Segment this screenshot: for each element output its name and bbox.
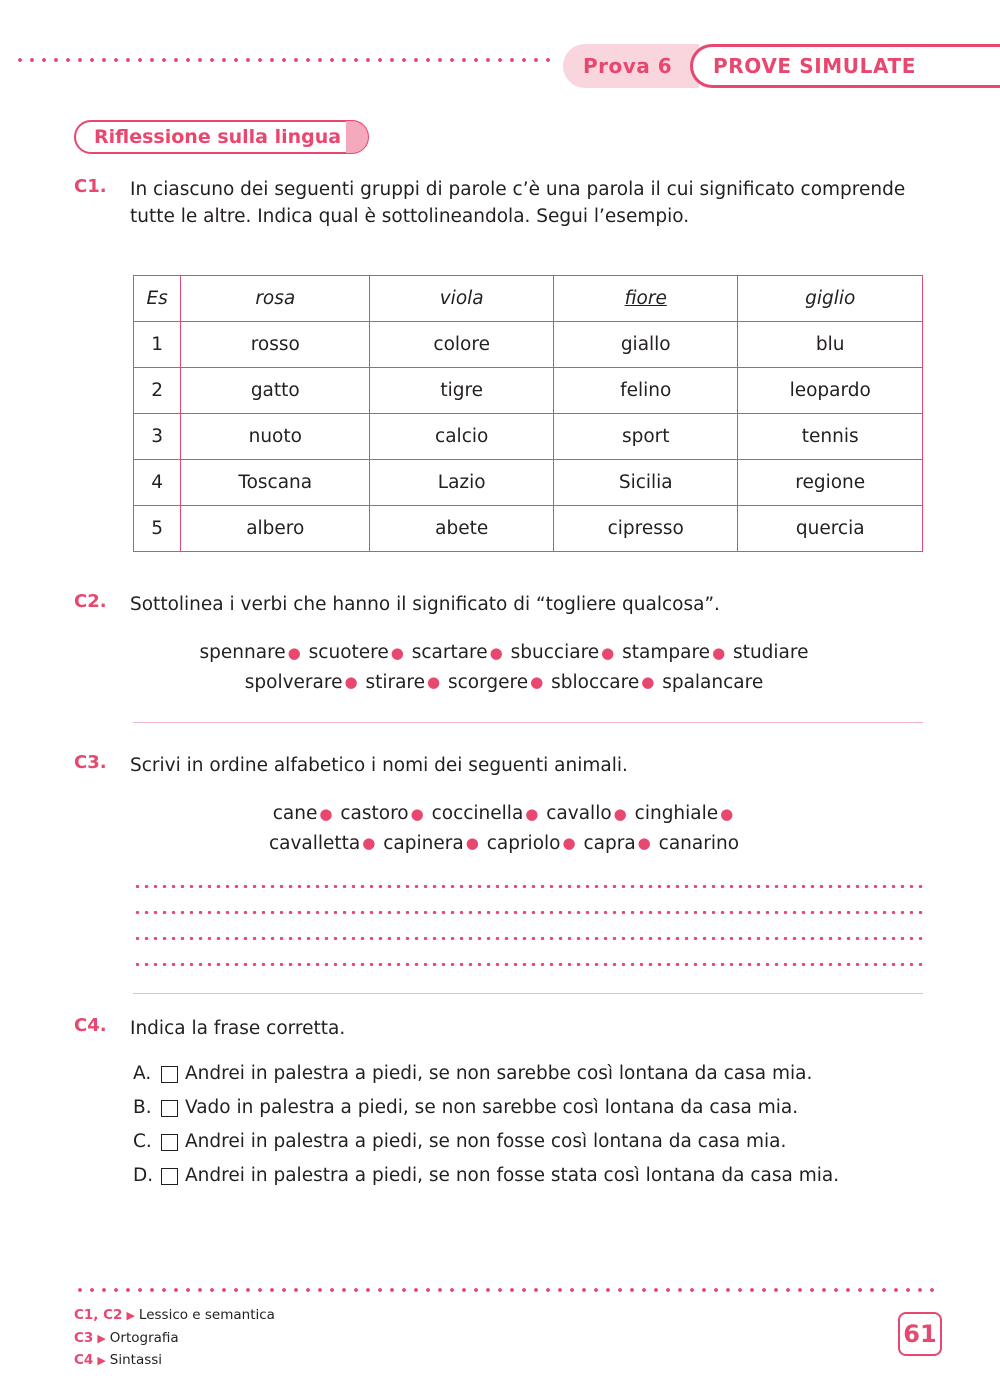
table-cell[interactable]: Toscana xyxy=(181,460,370,506)
bullet-dot-icon: ● xyxy=(720,804,734,823)
bullet-dot-icon: ● xyxy=(530,673,544,691)
table-cell[interactable]: giallo xyxy=(554,322,738,368)
checkbox-d[interactable] xyxy=(161,1168,178,1185)
table-cell[interactable]: abete xyxy=(370,506,554,552)
footer-dotted-rule xyxy=(74,1288,936,1292)
word-item[interactable]: cane xyxy=(272,803,318,824)
table-body xyxy=(134,276,923,552)
page-number: 61 xyxy=(898,1312,942,1356)
table-cell[interactable]: Lazio xyxy=(370,460,554,506)
footer-line-2 xyxy=(74,1330,179,1346)
bullet-dot-icon: ● xyxy=(390,643,404,662)
word-item[interactable]: scartare xyxy=(411,642,488,663)
exercise-c4 xyxy=(74,1015,934,1042)
word-item[interactable]: sbucciare xyxy=(510,642,600,663)
answer-line-2[interactable] xyxy=(133,911,923,914)
word-item[interactable]: coccinella xyxy=(431,803,524,824)
exercise-c1 xyxy=(74,176,934,230)
option-b-text: Vado in palestra a piedi, se non sarebbe così lontana da casa mia. xyxy=(185,1097,799,1118)
word-item[interactable]: spalancare xyxy=(662,671,764,693)
table-cell[interactable]: giglio xyxy=(738,276,923,322)
table-cell[interactable]: blu xyxy=(738,322,923,368)
table-cell[interactable]: nuoto xyxy=(181,414,370,460)
exercise-c2-number: C2. xyxy=(74,591,107,612)
table-cell-label: 3 xyxy=(134,414,181,460)
table-cell[interactable]: rosa xyxy=(181,276,370,322)
table-cell[interactable]: felino xyxy=(554,368,738,414)
table-cell[interactable]: sport xyxy=(554,414,738,460)
footer-code: C1, C2 xyxy=(74,1307,123,1323)
table-cell[interactable]: gatto xyxy=(181,368,370,414)
table-cell[interactable]: cipresso xyxy=(554,506,738,552)
checkbox-a[interactable] xyxy=(161,1066,178,1083)
bullet-dot-icon: ● xyxy=(362,834,376,852)
footer-code: C4 xyxy=(74,1352,94,1368)
word-item[interactable]: canarino xyxy=(658,832,740,854)
table-row xyxy=(134,460,923,506)
table-cell[interactable]: regione xyxy=(738,460,923,506)
bullet-dot-icon: ● xyxy=(712,643,726,662)
bullet-dot-icon: ● xyxy=(601,643,615,662)
triangle-icon: ▶ xyxy=(126,1309,135,1322)
section-tab-prove-simulate: PROVE SIMULATE xyxy=(690,44,1000,88)
word-item[interactable]: castoro xyxy=(340,803,409,824)
word-item[interactable]: studiare xyxy=(733,642,809,663)
c3-word-line xyxy=(74,799,934,829)
exercise-c3-text: Scrivi in ordine alfabetico i nomi dei seguenti animali. xyxy=(130,755,628,776)
exercise-c1-text: In ciascuno dei seguenti gruppi di parole c’è una parola il cui significato comprende tutte le altre. Indica qual è sottolineandola. Segui l’esempio. xyxy=(130,179,906,227)
answer-line-3[interactable] xyxy=(133,937,923,940)
option-a-letter: A. xyxy=(133,1063,152,1084)
table-cell[interactable]: tigre xyxy=(370,368,554,414)
word-item[interactable]: capinera xyxy=(383,832,464,854)
option-d[interactable] xyxy=(133,1165,933,1186)
footer-topic: Lessico e semantica xyxy=(138,1307,275,1323)
footer-topic: Sintassi xyxy=(109,1352,163,1368)
bullet-dot-icon: ● xyxy=(489,643,503,662)
divider xyxy=(133,993,923,994)
answer-line-1[interactable] xyxy=(133,885,923,888)
footer-code: C3 xyxy=(74,1330,94,1346)
option-b[interactable] xyxy=(133,1097,933,1118)
option-d-letter: D. xyxy=(133,1165,154,1186)
triangle-icon: ▶ xyxy=(97,1332,106,1345)
footer-line-1 xyxy=(74,1307,275,1323)
c2-word-list xyxy=(74,638,934,697)
table-cell-label: 4 xyxy=(134,460,181,506)
table-cell[interactable]: leopardo xyxy=(738,368,923,414)
bullet-dot-icon: ● xyxy=(613,804,627,823)
synonyms-table xyxy=(133,275,923,552)
bullet-dot-icon: ● xyxy=(410,804,424,823)
triangle-icon: ▶ xyxy=(97,1354,106,1367)
word-item[interactable]: stirare xyxy=(365,671,426,693)
option-b-letter: B. xyxy=(133,1097,152,1118)
table-cell[interactable]: tennis xyxy=(738,414,923,460)
table-cell[interactable]: Sicilia xyxy=(554,460,738,506)
table-cell[interactable]: rosso xyxy=(181,322,370,368)
table-cell[interactable]: viola xyxy=(370,276,554,322)
bullet-dot-icon: ● xyxy=(525,804,539,823)
divider xyxy=(133,722,923,723)
bullet-dot-icon: ● xyxy=(465,834,479,852)
bullet-dot-icon: ● xyxy=(637,834,651,852)
exercise-c1-number: C1. xyxy=(74,176,107,197)
table-row xyxy=(134,276,923,322)
bullet-dot-icon: ● xyxy=(319,804,333,823)
word-item[interactable]: scuotere xyxy=(308,642,389,663)
prova-badge: Prova 6 xyxy=(563,44,699,88)
option-a[interactable] xyxy=(133,1063,933,1084)
exercise-c3-number: C3. xyxy=(74,752,107,773)
footer-topic: Ortografia xyxy=(109,1330,179,1346)
answer-line-4[interactable] xyxy=(133,963,923,966)
table-cell-label: 2 xyxy=(134,368,181,414)
exercise-c3 xyxy=(74,752,934,779)
bullet-dot-icon: ● xyxy=(427,673,441,691)
exercise-c2 xyxy=(74,591,934,618)
word-item[interactable]: cinghiale xyxy=(634,803,719,824)
bullet-dot-icon: ● xyxy=(562,834,576,852)
exercise-c2-text: Sottolinea i verbi che hanno il significato di “togliere qualcosa”. xyxy=(130,594,720,615)
checkbox-c[interactable] xyxy=(161,1134,178,1151)
option-a-text: Andrei in palestra a piedi, se non sarebbe così lontana da casa mia. xyxy=(185,1063,813,1084)
exercise-c4-number: C4. xyxy=(74,1015,107,1036)
table-row xyxy=(134,322,923,368)
word-item[interactable]: scorgere xyxy=(448,671,529,693)
exercise-c4-text: Indica la frase corretta. xyxy=(130,1018,346,1039)
word-item[interactable]: cavallo xyxy=(546,803,612,824)
table-cell-answer[interactable]: fiore xyxy=(554,276,738,322)
header-dotted-rule xyxy=(14,58,554,62)
footer-line-3 xyxy=(74,1352,162,1368)
option-c[interactable] xyxy=(133,1131,933,1152)
table-cell-label: 1 xyxy=(134,322,181,368)
word-item[interactable]: cavalletta xyxy=(268,832,361,854)
table-row xyxy=(134,368,923,414)
table-cell-label: Es xyxy=(134,276,181,322)
option-c-text: Andrei in palestra a piedi, se non fosse così lontana da casa mia. xyxy=(185,1131,787,1152)
page-header xyxy=(0,22,1000,78)
table-row xyxy=(134,506,923,552)
option-c-letter: C. xyxy=(133,1131,152,1152)
table-row xyxy=(134,414,923,460)
c3-word-line xyxy=(74,829,934,859)
word-item[interactable]: spennare xyxy=(199,642,286,663)
bullet-dot-icon: ● xyxy=(641,673,655,691)
table-cell[interactable]: colore xyxy=(370,322,554,368)
checkbox-b[interactable] xyxy=(161,1100,178,1117)
section-title: Riflessione sulla lingua xyxy=(74,120,369,154)
table-cell[interactable]: albero xyxy=(181,506,370,552)
word-item[interactable]: spolverare xyxy=(244,671,343,693)
table-cell[interactable]: calcio xyxy=(370,414,554,460)
c2-word-line xyxy=(74,638,934,668)
word-item[interactable]: capra xyxy=(583,832,636,854)
table-cell[interactable]: quercia xyxy=(738,506,923,552)
c3-word-list xyxy=(74,799,934,858)
word-item[interactable]: capriolo xyxy=(486,832,561,854)
bullet-dot-icon: ● xyxy=(287,643,301,662)
word-item[interactable]: sbloccare xyxy=(551,671,640,693)
c2-word-line xyxy=(74,668,934,698)
table-cell-label: 5 xyxy=(134,506,181,552)
bullet-dot-icon: ● xyxy=(344,673,358,691)
option-d-text: Andrei in palestra a piedi, se non fosse stata così lontana da casa mia. xyxy=(185,1165,840,1186)
word-item[interactable]: stampare xyxy=(622,642,711,663)
